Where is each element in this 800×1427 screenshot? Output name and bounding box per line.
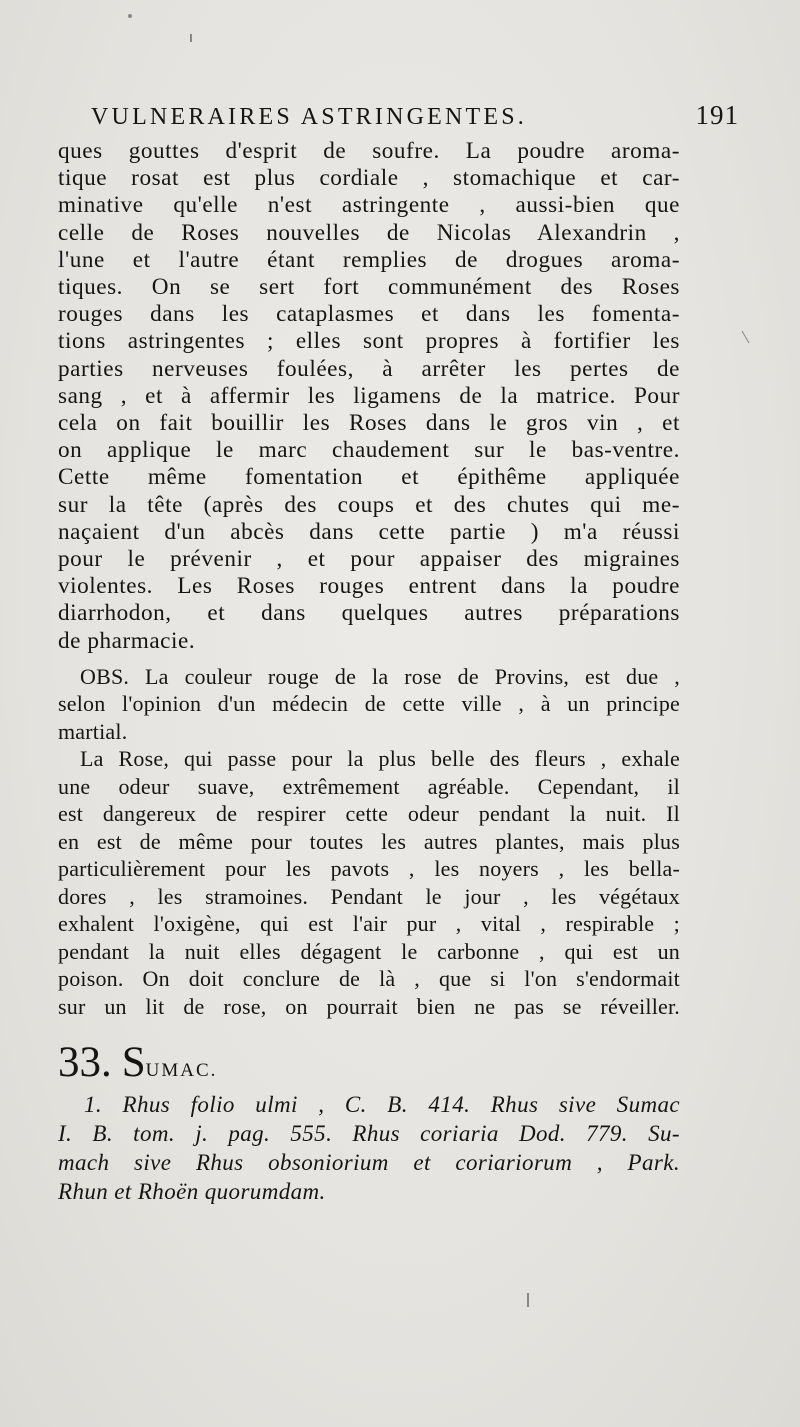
section-title-initial: S [121, 1039, 146, 1087]
text-line: de pharmacie. [58, 627, 196, 654]
running-header [91, 100, 739, 138]
text-line: rouges dans les cataplasmes et dans les fomenta- [58, 301, 680, 328]
text-line: sur un lit de rose, on pourrait bien ne pas se réveiller. [58, 993, 680, 1019]
text-line: dores , les stramoines. Pendant le jour , les végétaux [58, 883, 680, 909]
synonym-line [58, 1090, 680, 1119]
section-title-rest: UMAC. [145, 1060, 218, 1082]
obs-note [58, 663, 680, 1021]
synonym-line [58, 1177, 680, 1206]
text-line: sur la tête (après des coups et des chutes qui me- [58, 491, 680, 518]
text-line: ques gouttes d'esprit de soufre. La poudre aroma- [58, 138, 680, 164]
text-line: pour le prévenir , et pour appaiser des migraines [58, 546, 680, 573]
section-heading [58, 1038, 683, 1090]
text-line: sang , et à affermir les ligamens de la matrice. Pour [58, 382, 680, 409]
text-line: La Rose, qui passe pour la plus belle des fleurs , exhale [80, 746, 680, 772]
synonym-text: 1. Rhus folio ulmi , C. B. 414. Rhus sive Sumac [84, 1092, 680, 1118]
paper-speck [742, 331, 750, 344]
text-line: pendant la nuit elles dégagent le carbonne , qui est un [58, 938, 680, 964]
text-line: une odeur suave, extrêmement agréable. Cependant, il [58, 773, 680, 799]
text-line: particulièrement pour les pavots , les noyers , les bella- [58, 856, 680, 882]
text-line: cela on fait bouillir les Roses dans le gros vin , et [58, 410, 680, 437]
paper-speck [128, 14, 132, 18]
text-line: parties nerveuses foulées, à arrêter les pertes de [58, 355, 680, 382]
section-title [122, 1038, 218, 1087]
text-line: tiques. On se sert fort communément des Roses [58, 274, 680, 301]
text-line: martial. [58, 718, 128, 744]
text-line: naçaient d'un abcès dans cette partie ) m'a réussi [58, 518, 680, 545]
paper-speck [190, 34, 192, 42]
synonym-line [58, 1119, 680, 1148]
section-sumac [58, 1038, 683, 1206]
text-line: en est de même pour toutes les autres plantes, mais plus [58, 828, 680, 854]
synonym-text: Rhun et Rhoën quorumdam. [58, 1179, 326, 1205]
paper-speck [527, 1293, 529, 1307]
text-line: l'une et l'autre étant remplies de drogues aroma- [58, 246, 680, 273]
text-line: exhalent l'oxigène, qui est l'air pur , vital , respirable ; [58, 911, 680, 937]
text-line: tique rosat est plus cordiale , stomachique et car- [58, 165, 680, 192]
synonym-list [58, 1090, 680, 1206]
synonym-text: I. B. tom. j. pag. 555. Rhus coriaria Dod. 779. Su- [58, 1121, 680, 1147]
text-line: on applique le marc chaudement sur le bas-ventre. [58, 437, 680, 464]
text-line: tions astringentes ; elles sont propres à fortifier les [58, 328, 680, 355]
text-line: selon l'opinion d'un médecin de cette ville , à un principe [58, 691, 680, 717]
section-number: 33. [58, 1039, 112, 1087]
synonym-line [58, 1148, 680, 1177]
text-line: celle de Roses nouvelles de Nicolas Alexandrin , [58, 219, 680, 246]
text-line: minative qu'elle n'est astringente , aussi-bien que [58, 192, 680, 219]
book-page [58, 100, 739, 1206]
text-line: poison. On doit conclure de là , que si l'on s'endormait [58, 966, 680, 992]
text-line: violentes. Les Roses rouges entrent dans la poudre [58, 573, 680, 600]
text-line: est dangereux de respirer cette odeur pendant la nuit. Il [58, 801, 680, 827]
text-line: diarrhodon, et dans quelques autres préparations [58, 600, 680, 627]
synonym-text: mach sive Rhus obsoniorium et coriariorum , Park. [58, 1150, 680, 1176]
text-line: OBS. La couleur rouge de la rose de Provins, est due , [80, 663, 680, 689]
page-number: 191 [695, 100, 739, 130]
text-line: Cette même fomentation et épithême appliquée [58, 464, 680, 491]
running-title: VULNERAIRES ASTRINGENTES. [91, 104, 528, 130]
main-paragraph [58, 138, 680, 655]
